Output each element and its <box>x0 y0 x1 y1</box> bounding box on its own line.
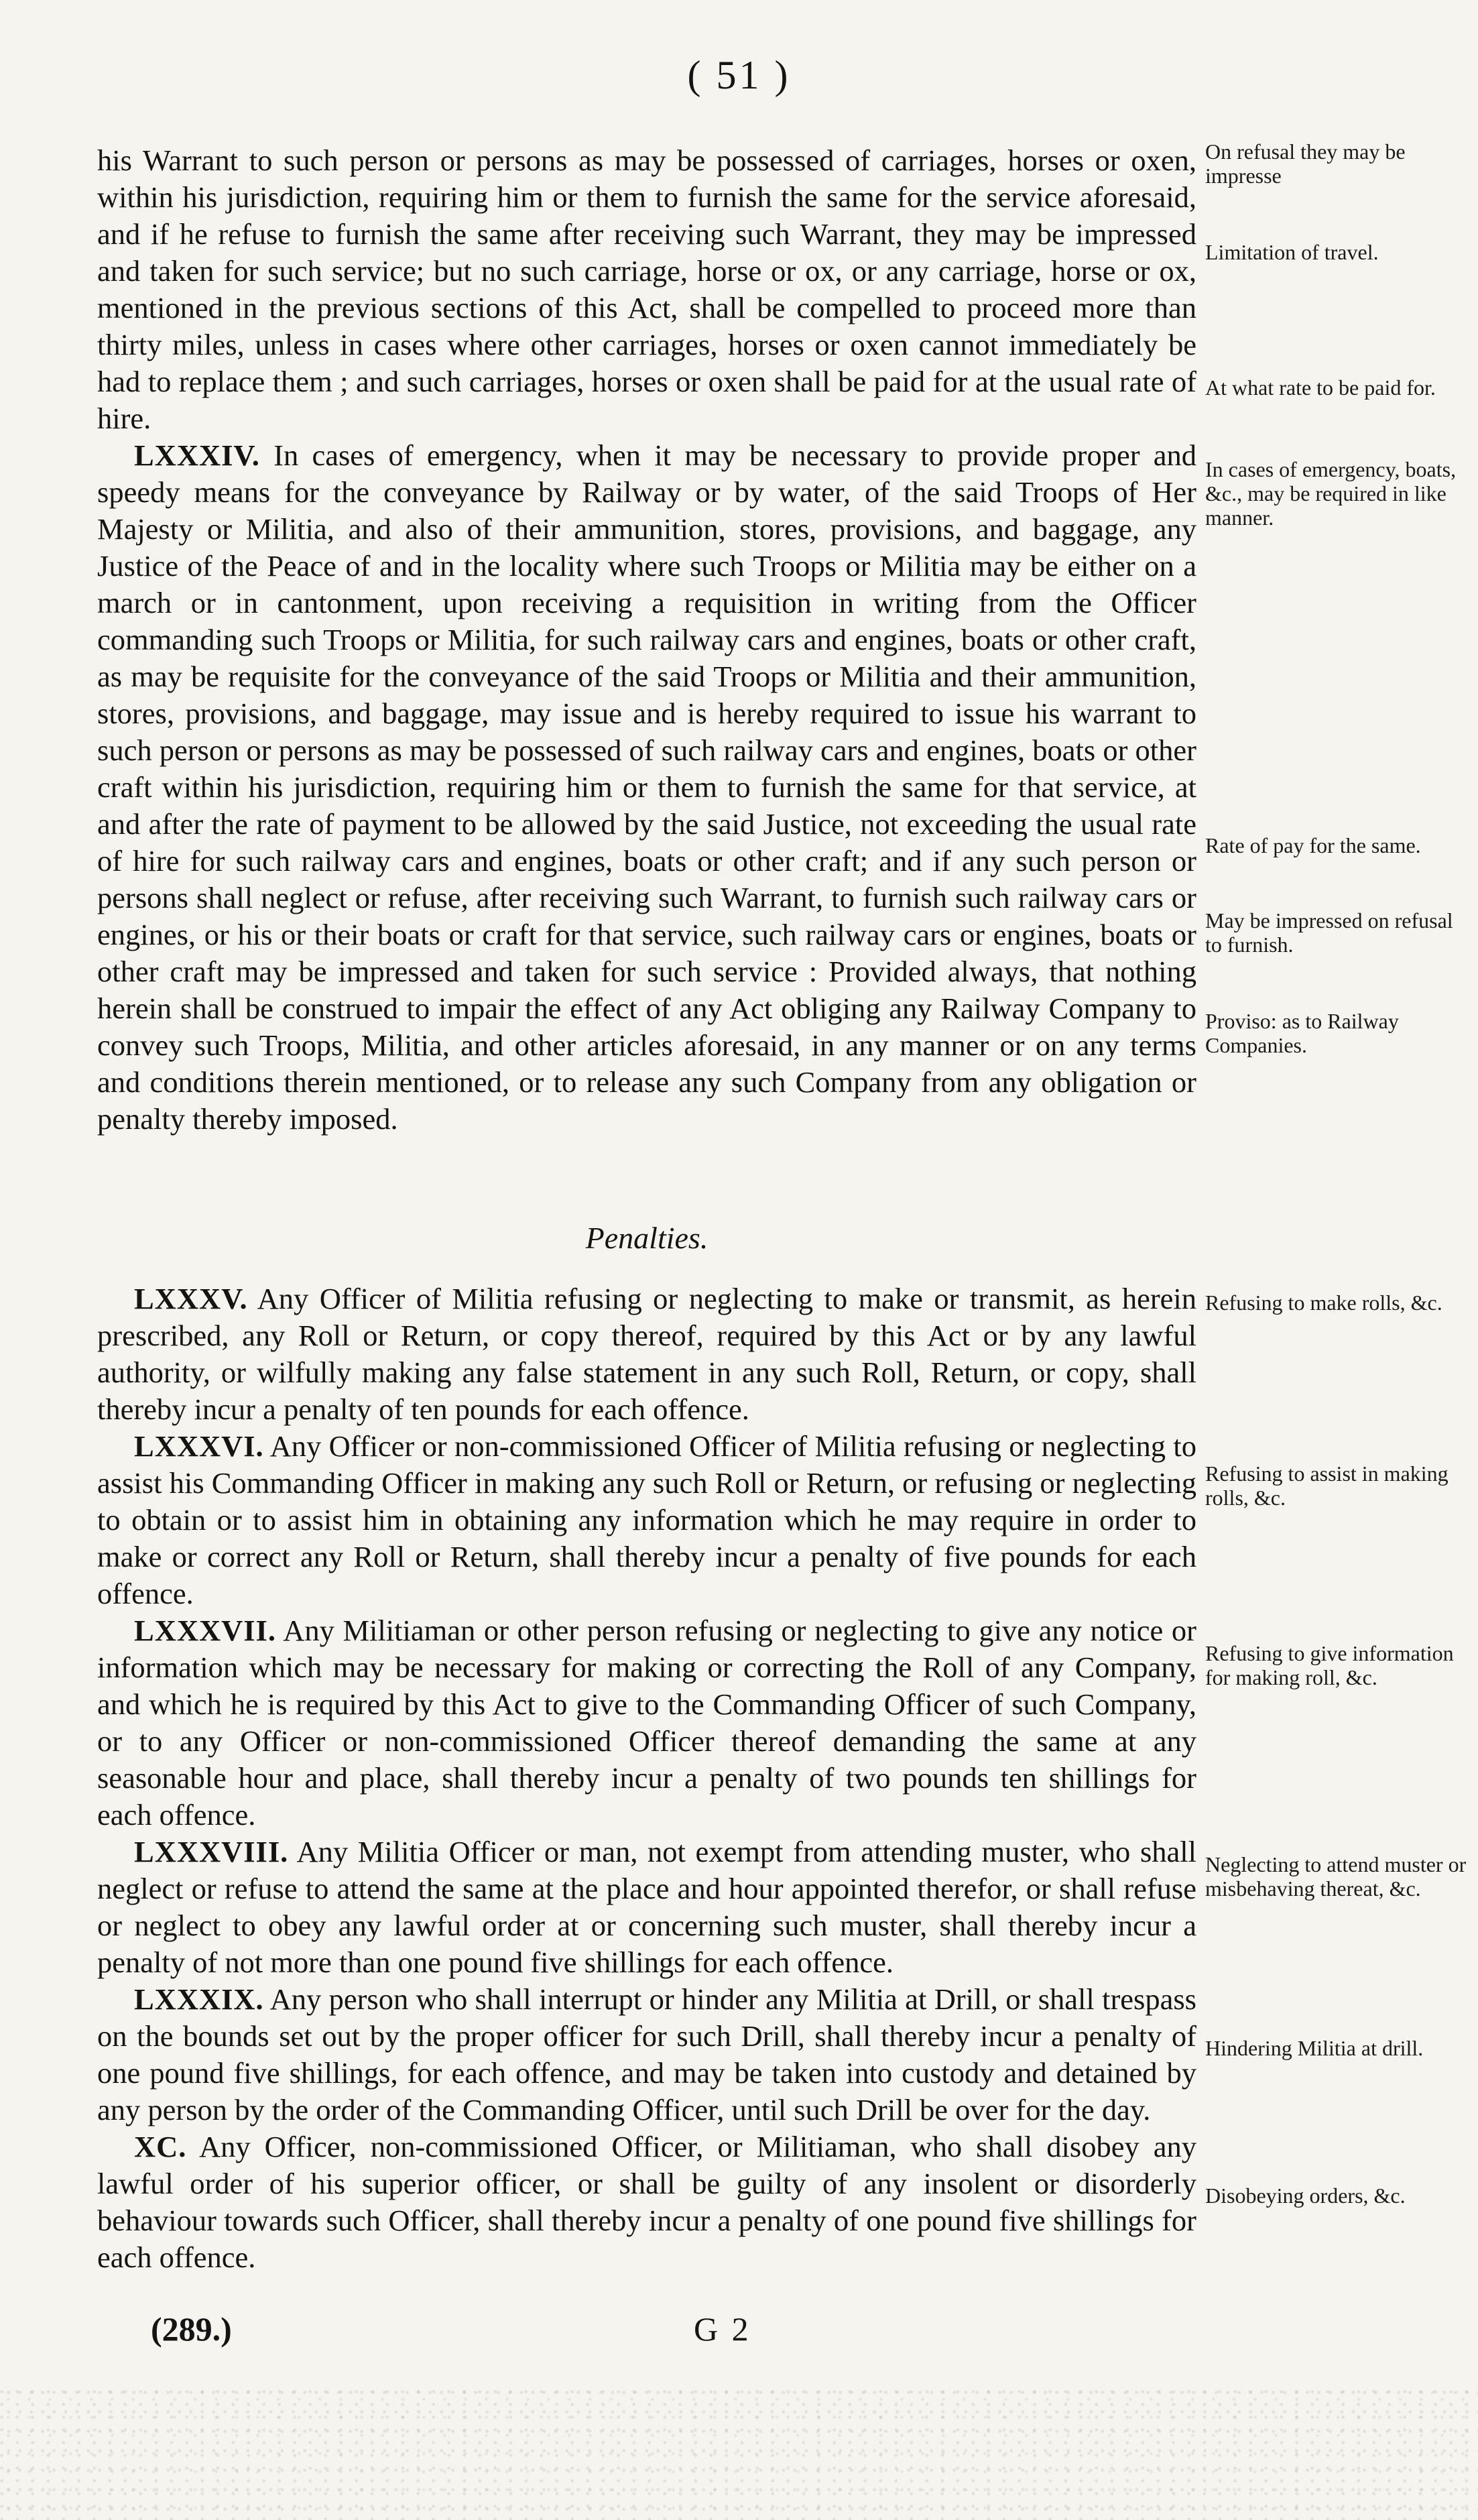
section-text: Any Militia Officer or man, not exempt from attending muster, who shall neglect or refuse to attend the same at the place and hour appointed therefor, or shall refuse or neglect to obey any lawful order at or concerning such muster, shall thereby incur a penalty of not more than one pound five shillings for each offence. <box>97 1835 1196 1979</box>
section-text: Any Officer of Militia refusing or neglecting to make or transmit, as herein prescribed, any Roll or Return, or copy thereof, required by this Act or by any lawful authority, or wilfully making any false statement in any such Roll, Return, or copy, shall thereby incur a penalty of ten pounds for each offence. <box>97 1282 1197 1426</box>
margin-note-neglecting-muster: Neglecting to attend muster or misbehaving thereat, &c. <box>1205 1852 1467 1901</box>
section-86-paragraph <box>97 1428 1196 1612</box>
margin-note-refusing-assist: Refusing to assist in making rolls, &c. <box>1205 1461 1449 1510</box>
margin-note-rate-of-pay: Rate of pay for the same. <box>1205 833 1421 857</box>
section-label: LXXXIV. <box>134 438 260 472</box>
margin-note-refusal-impress: On refusal they may be impresse <box>1205 139 1406 188</box>
penalties-block <box>97 1280 1196 2276</box>
margin-note-emergency-boats: In cases of emergency, boats, &c., may be required in like manner. <box>1205 457 1457 530</box>
section-85-paragraph <box>97 1280 1196 1428</box>
section-90-paragraph <box>97 2128 1196 2276</box>
top-text-block <box>97 142 1196 1138</box>
scan-noise-decoration <box>0 2387 1478 2520</box>
section-label: LXXXIX. <box>134 1982 264 2016</box>
footer-page-code: (289.) <box>151 2310 232 2348</box>
margin-note-impressed-refusal: May be impressed on refusal to furnish. <box>1205 908 1453 957</box>
section-88-paragraph <box>97 1834 1196 1981</box>
section-label: LXXXVIII. <box>134 1835 289 1868</box>
section-87-paragraph <box>97 1612 1196 1834</box>
section-text: Any Officer, non-commissioned Officer, or Militiaman, who shall disobey any lawful order of his superior officer, or shall be guilty of any insolent or disorderly behaviour towards such Officer, shall thereby incur a penalty of one pound five shillings for each offence. <box>97 2130 1196 2274</box>
section-89-paragraph <box>97 1981 1196 2128</box>
penalties-heading: Penalties. <box>585 1221 709 1255</box>
continuation-paragraph: his Warrant to such person or persons as may be possessed of carriages, horses or oxen, within his jurisdiction, requiring him or them to furnish the same for the service aforesaid, and if he refuse to furnish the same after receiving such Warrant, they may be impressed and taken for such service; but no such carriage, horse or ox, or any carriage, horse or ox, mentioned in the previous sections of this Act, shall be compelled to proceed more than thirty miles, unless in cases where other carriages, horses or oxen cannot immediately be had to replace them ; and such carriages, horses or oxen shall be paid for at the usual rate of hire. <box>97 143 1196 435</box>
margin-note-refusing-information: Refusing to give information for making roll, &c. <box>1205 1641 1454 1689</box>
margin-note-limitation-travel: Limitation of travel. <box>1205 240 1379 264</box>
margin-note-refusing-rolls: Refusing to make rolls, &c. <box>1205 1291 1442 1315</box>
section-text: In cases of emergency, when it may be necessary to provide proper and speedy means for the conveyance by Railway or by water, of the said Troops of Her Majesty or Militia, and also of their ammunition, stores, provisions, and baggage, any Justice of the Peace of and in the locality where such Troops or Militia may be either on a march or in cantonment, upon receiving a requisition in writing from the Officer commanding such Troops or Militia, for such railway cars and engines, boats or other craft, as may be requisite for the conveyance of the said Troops or Militia and their ammunition, stores, provisions, and baggage, may issue and is hereby required to issue his warrant to such person or persons as may be possessed of such railway cars and engines, boats or other craft within his jurisdiction, requiring him or them to furnish the same for that service, at and after the rate of payment to be allowed by the said Justice, not exceeding the usual rate of hire for such railway cars and engines, boats or other craft; and if any such person or persons shall neglect or refuse, after receiving such Warrant, to furnish such railway cars or engines, or his or their boats or craft for that service, such railway cars or engines, boats or other craft may be impressed and taken for such service : Provided always, that nothing herein shall be construed to impair the effect of any Act obliging any Railway Company to convey such Troops, Militia, and other articles aforesaid, in any manner or on any terms and conditions therein mentioned, or to release any such Company from any obligation or penalty thereby imposed. <box>97 438 1196 1136</box>
section-text: Any person who shall interrupt or hinder any Militia at Drill, or shall trespass on the bounds set out by the proper officer for such Drill, shall thereby incur a penalty of one pound five shillings, for each offence, and may be taken into custody and detained by any person by the order of the Commanding Officer, until such Drill be over for the day. <box>97 1982 1196 2126</box>
section-label: XC. <box>134 2130 187 2163</box>
section-label: LXXXVII. <box>134 1614 276 1647</box>
section-text: Any Militiaman or other person refusing or neglecting to give any notice or information which may be necessary for making or correcting the Roll of any Company, and which he is required by this Act to give to the Commanding Officer of such Company, or to any Officer or non-commissioned Officer thereof demanding the same at any seasonable hour and place, shall thereby incur a penalty of two pounds ten shillings for each offence. <box>97 1614 1197 1832</box>
page-number: ( 51 ) <box>687 53 791 97</box>
section-84-paragraph <box>97 437 1196 1138</box>
margin-note-rate-paid: At what rate to be paid for. <box>1205 375 1436 400</box>
margin-note-hindering-militia: Hindering Militia at drill. <box>1205 2036 1424 2060</box>
margin-note-proviso-railway: Proviso: as to Railway Companies. <box>1205 1009 1399 1057</box>
section-text: Any Officer or non-commissioned Officer of Militia refusing or neglecting to assist his Commanding Officer in making any such Roll or Return, or refusing or neglecting to obtain or to assist him in obtaining any information which he may require in order to make or correct any Roll or Return, shall thereby incur a penalty of five pounds for each offence. <box>97 1429 1197 1610</box>
footer-signature-mark: G 2 <box>694 2310 751 2348</box>
section-label: LXXXVI. <box>134 1429 264 1463</box>
section-label: LXXXV. <box>134 1282 248 1315</box>
margin-note-disobeying-orders: Disobeying orders, &c. <box>1205 2183 1406 2208</box>
